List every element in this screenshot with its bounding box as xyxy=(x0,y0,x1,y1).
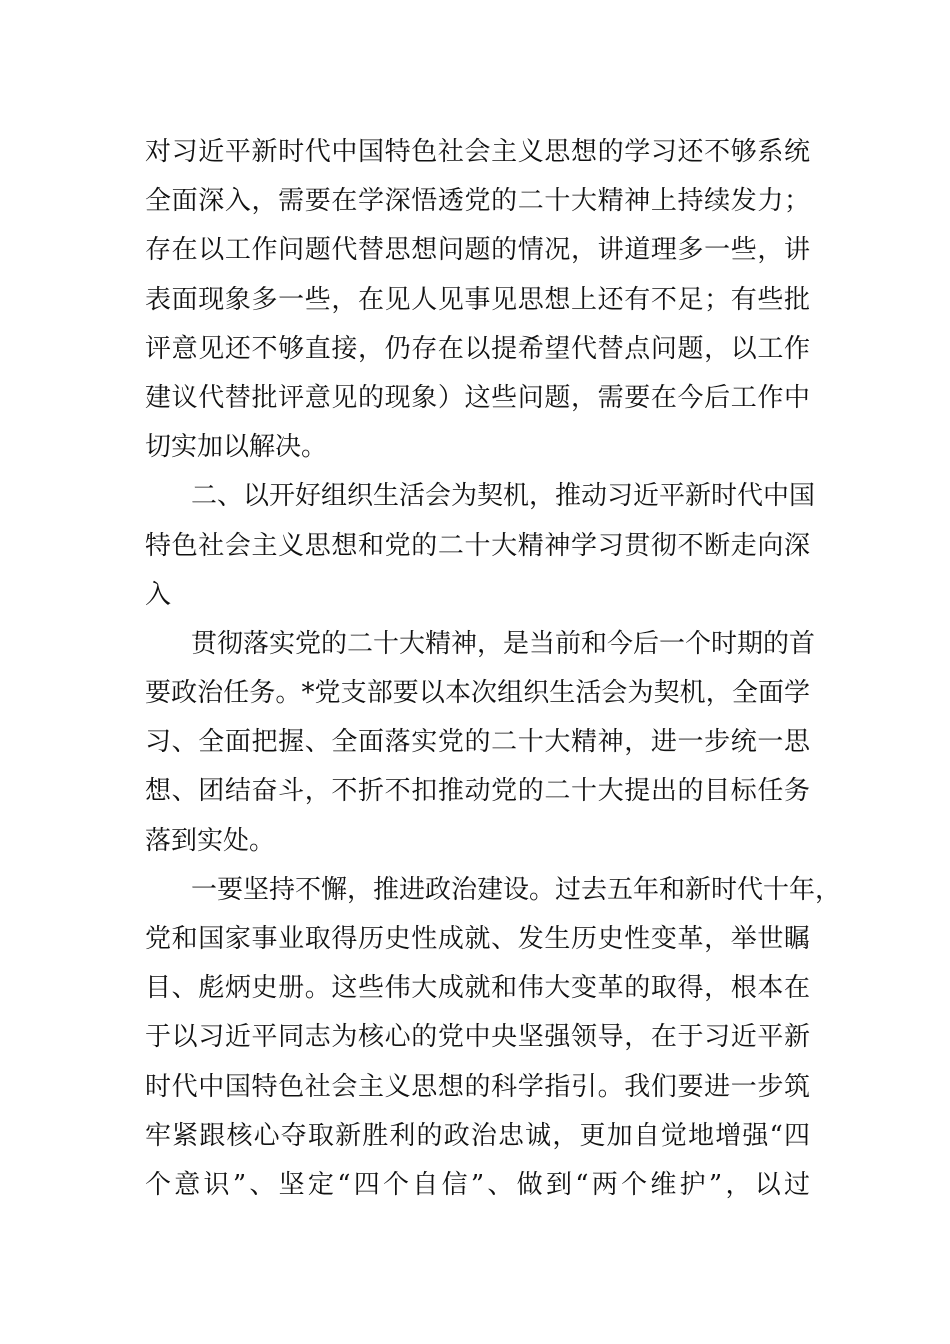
text-line: 全面深入，需要在学深悟透党的二十大精神上持续发力； xyxy=(145,186,810,217)
text-line: 建议代替批评意见的现象）这些问题，需要在今后工作中 xyxy=(145,382,810,413)
text-line: 党和国家事业取得历史性成就、发生历史性变革，举世瞩 xyxy=(145,924,810,954)
text-line: 要政治任务。*党支部要以本次组织生活会为契机，全面学 xyxy=(145,678,810,709)
paragraph-4 xyxy=(145,866,842,1210)
text-line: 目、彪炳史册。这些伟大成就和伟大变革的取得，根本在 xyxy=(145,973,810,1004)
text-line: 入 xyxy=(145,579,172,610)
text-line: 一要坚持不懈，推进政治建设。过去五年和新时代十年， xyxy=(191,874,842,905)
text-line: 习、全面把握、全面落实党的二十大精神，进一步统一思 xyxy=(145,727,810,758)
text-line: 时代中国特色社会主义思想的科学指引。我们要进一步筑 xyxy=(145,1071,810,1102)
document-body xyxy=(145,128,842,1210)
paragraph-1 xyxy=(145,128,810,472)
text-line: 切实加以解决。 xyxy=(145,432,328,463)
text-line: 牢紧跟核心夺取新胜利的政治忠诚，更加自觉地增强“四 xyxy=(145,1120,810,1151)
text-line: 特色社会主义思想和党的二十大精神学习贯彻不断走向深 xyxy=(145,530,810,561)
text-line: 评意见还不够直接，仍存在以提希望代替点问题，以工作 xyxy=(145,333,810,364)
text-line: 二、以开好组织生活会为契机，推动习近平新时代中国 xyxy=(191,481,816,512)
text-line: 个意识”、坚定“四个自信”、做到“两个维护”，以过 xyxy=(145,1169,810,1200)
section-heading-2 xyxy=(145,472,816,620)
paragraph-3 xyxy=(145,620,816,866)
text-line: 贯彻落实党的二十大精神，是当前和今后一个时期的首 xyxy=(191,628,816,659)
text-line: 落到实处。 xyxy=(145,825,276,856)
text-line: 于以习近平同志为核心的党中央坚强领导，在于习近平新 xyxy=(145,1022,810,1053)
text-line: 存在以工作问题代替思想问题的情况，讲道理多一些，讲 xyxy=(145,235,810,266)
text-line: 对习近平新时代中国特色社会主义思想的学习还不够系统 xyxy=(145,137,810,167)
text-line: 想、团结奋斗，不折不扣推动党的二十大提出的目标任务 xyxy=(145,776,810,807)
text-line: 表面现象多一些，在见人见事见思想上还有不足；有些批 xyxy=(145,284,810,315)
